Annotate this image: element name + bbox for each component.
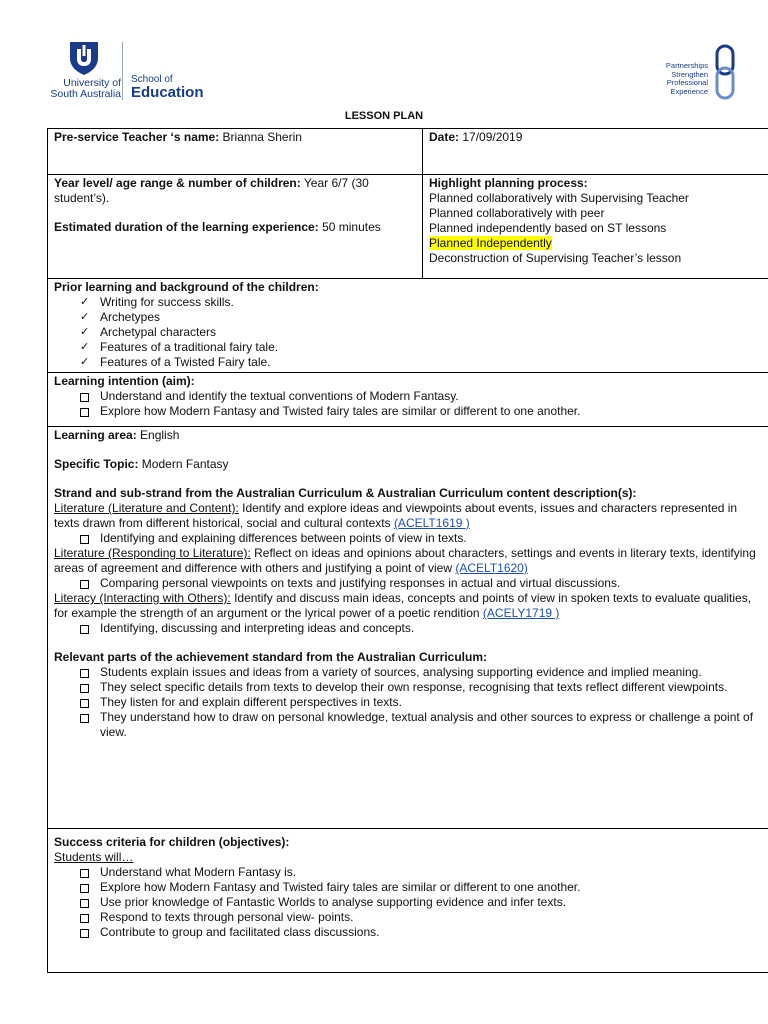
list-item: ✓ Archetypal characters: [54, 325, 762, 340]
duration-label: Estimated duration of the learning experience:: [54, 220, 319, 234]
learning-area: [54, 428, 762, 443]
year-level-label: Year level/ age range & number of children:: [54, 176, 301, 190]
school-logo: [131, 74, 204, 101]
curriculum-cell: [48, 427, 768, 829]
list-item: They understand how to draw on personal knowledge, textual analysis and other sources to express or challenge a point of view.: [54, 710, 762, 740]
strand-3-title: Literacy (Interacting with Others):: [54, 591, 231, 605]
achievement-label: Relevant parts of the achievement standard from the Australian Curriculum:: [54, 650, 487, 664]
acelt1620-link[interactable]: (ACELT1620): [455, 561, 528, 575]
strand-1-title: Literature (Literature and Content):: [54, 501, 239, 515]
prior-learning-list: [54, 295, 762, 370]
duration: [54, 220, 416, 235]
specific-topic-label: Specific Topic:: [54, 457, 139, 471]
planning-option: Planned collaboratively with peer: [429, 206, 605, 220]
table-row: [48, 279, 768, 373]
list-item: They listen for and explain different perspectives in texts.: [54, 695, 762, 710]
learning-area-label: Learning area:: [54, 428, 137, 442]
table-row: [48, 373, 768, 427]
prior-learning-label: Prior learning and background of the children:: [54, 280, 319, 294]
planning-option-highlighted: [429, 236, 762, 251]
list-item: They select specific details from texts to develop their own response, recognising that texts reflect different viewpoints.: [54, 680, 762, 695]
strand-2-list: [54, 576, 762, 591]
table-row: [48, 129, 768, 175]
list-item: ✓ Writing for success skills.: [54, 295, 762, 310]
document-header: [0, 0, 768, 110]
learning-intention-label: Learning intention (aim):: [54, 374, 195, 388]
planning-cell: [423, 175, 768, 279]
year-level-value: Year 6/7 (30 student’s).: [54, 176, 369, 205]
strand-literature-content: [54, 501, 762, 531]
teacher-cell: [48, 129, 423, 175]
school-name: Education: [131, 84, 204, 101]
strand-1-list: [54, 531, 762, 546]
prior-learning-cell: [48, 279, 768, 373]
unisa-line1: University of: [63, 77, 121, 89]
specific-topic: [54, 457, 762, 472]
strand-label: Strand and sub-strand from the Australian Curriculum & Australian Curriculum content description(s):: [54, 486, 637, 500]
success-criteria-label: Success criteria for children (objectives):: [54, 835, 290, 849]
school-of-text: School of: [131, 74, 173, 85]
table-row: [48, 175, 768, 279]
page-title: LESSON PLAN: [344, 110, 424, 122]
teacher-label: Pre-service Teacher ‘s name:: [54, 130, 220, 144]
university-shield-icon: [68, 40, 100, 76]
list-item: Explore how Modern Fantasy and Twisted fairy tales are similar or different to one another.: [54, 880, 762, 895]
list-item: ✓ Features of a traditional fairy tale.: [54, 340, 762, 355]
pspe-line2: Strengthen: [671, 69, 708, 79]
lesson-plan-table: [47, 128, 768, 973]
learning-area-value: English: [136, 428, 180, 442]
planning-label: Highlight planning process:: [429, 176, 588, 190]
strand-interacting-others: [54, 591, 762, 621]
pspe-line1: Partnerships: [665, 61, 708, 70]
planning-option: Planned collaboratively with Supervising Teacher: [429, 191, 689, 205]
pspe-line3: Professional: [666, 78, 708, 87]
list-item: Identifying, discussing and interpreting ideas and concepts.: [54, 621, 762, 636]
list-item: Identifying and explaining differences between points of view in texts.: [54, 531, 762, 546]
strand-responding-literature: [54, 546, 762, 576]
strand-2-text: Reflect on ideas and opinions about characters, settings and events in literary texts, identifying areas of agreement and difference with others and justifying a point of view: [54, 546, 756, 575]
list-item: Understand and identify the textual conventions of Modern Fantasy.: [54, 389, 762, 404]
teacher-name: Brianna Sherin: [219, 130, 302, 144]
date-cell: [423, 129, 768, 175]
highlighted-option-text: Planned Independently: [429, 236, 552, 250]
logo-divider: [122, 42, 123, 100]
acely1719-link[interactable]: (ACELY1719 ): [482, 606, 560, 620]
list-item: Comparing personal viewpoints on texts and justifying responses in actual and virtual discussions.: [54, 576, 762, 591]
list-item: ✓ Features of a Twisted Fairy tale.: [54, 355, 762, 370]
unisa-wordmark: [46, 78, 121, 100]
students-will-subheading: Students will…: [54, 850, 134, 864]
duration-value: 50 minutes: [318, 220, 381, 234]
list-item: Students explain issues and ideas from a variety of sources, analysing supporting evidence and implied meaning.: [54, 665, 762, 680]
list-item: Respond to texts through personal view- points.: [54, 910, 762, 925]
strand-3-list: [54, 621, 762, 636]
unisa-line2: South Australia: [50, 88, 121, 100]
table-row: [48, 829, 768, 973]
pspe-line4: Experience: [670, 86, 708, 96]
learning-intention-cell: [48, 373, 768, 427]
date-value: 17/09/2019: [459, 130, 523, 144]
acelt1619-link[interactable]: (ACELT1619 ): [393, 516, 470, 530]
pspe-logo: [662, 44, 742, 100]
strand-2-title: Literature (Responding to Literature):: [54, 546, 251, 560]
planning-option: Planned independently based on ST lessons: [429, 221, 667, 235]
specific-topic-value: Modern Fantasy: [138, 457, 229, 471]
list-item: ✓ Archetypes: [54, 310, 762, 325]
list-item: Explore how Modern Fantasy and Twisted fairy tales are similar or different to one another.: [54, 404, 762, 419]
strand-1-text: Identify and explore ideas and viewpoints about events, issues and characters represented in texts drawn from different historical, social and cultural contexts: [54, 501, 738, 530]
year-duration-cell: [48, 175, 423, 279]
list-item: Contribute to group and facilitated class discussions.: [54, 925, 762, 940]
success-criteria-cell: [48, 829, 768, 973]
success-criteria-list: [54, 865, 762, 940]
pspe-wordmark: [666, 62, 708, 96]
year-level: [54, 176, 416, 206]
date-label: Date:: [429, 130, 460, 144]
strand-3-text: Identify and discuss main ideas, concepts and points of view in spoken texts to evaluate qualities, for example the strength of an argument or the lyrical power of a poetic rendition: [54, 591, 752, 620]
learning-intention-list: [54, 389, 762, 419]
list-item: Use prior knowledge of Fantastic Worlds to analyse supporting evidence and infer texts.: [54, 895, 762, 910]
list-item: Understand what Modern Fantasy is.: [54, 865, 762, 880]
achievement-list: [54, 665, 762, 740]
pspe-chain-icon: [714, 44, 736, 100]
table-row: [48, 427, 768, 829]
planning-option: Deconstruction of Supervising Teacher’s lesson: [429, 251, 682, 265]
